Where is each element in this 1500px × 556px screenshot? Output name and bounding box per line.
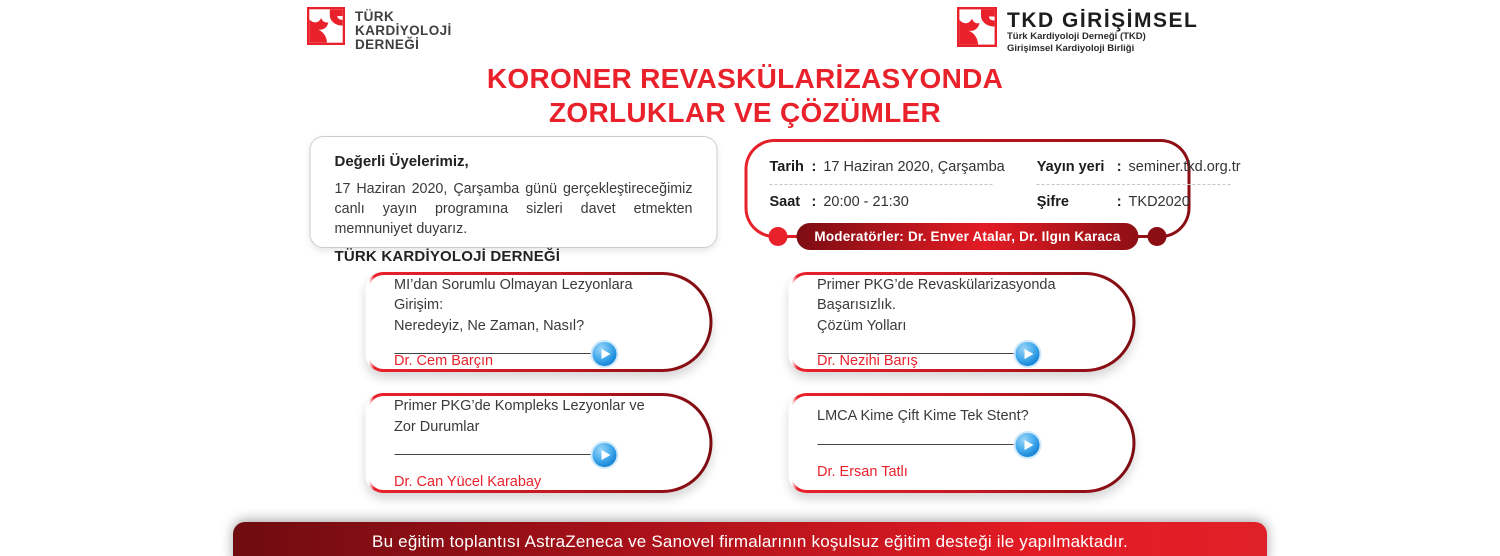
event-info-right-column [1037, 157, 1241, 213]
divider [1037, 184, 1231, 185]
invitation-greeting: Değerli Üyelerimiz, [334, 153, 469, 170]
tkd-logo-text [355, 7, 452, 51]
tkd-heart-logo-icon [957, 7, 997, 47]
event-time-row: Saat : 20:00 - 21:30 [770, 192, 1005, 212]
play-icon [601, 450, 610, 460]
connector-line [817, 444, 1027, 445]
tkd-girisimsel-subtitle: Girişimsel Kardiyoloji Birliği [1007, 43, 1135, 55]
play-button[interactable] [590, 441, 618, 469]
session-cards-grid [365, 272, 1135, 493]
date-value: 17 Haziran 2020, Çarşamba [823, 159, 1005, 175]
play-icon [1024, 349, 1033, 359]
session-title: LMCA Kime Çift Kime Tek Stent? [817, 408, 1029, 425]
dark-red-dot-icon [1148, 227, 1167, 246]
page-title-line2: ZORLUKLAR VE ÇÖZÜMLER [548, 97, 942, 129]
sponsor-text: Bu eğitim toplantısı AstraZeneca ve Sanovel firmalarının koşulsuz eğitim desteği ile yapılmaktadır. [372, 532, 1128, 551]
divider [770, 184, 993, 185]
play-icon [1024, 440, 1033, 450]
tkd-logo [307, 7, 452, 51]
speaker-name: Dr. Nezihi Barış [817, 353, 918, 369]
event-date-row: Tarih : 17 Haziran 2020, Çarşamba [770, 157, 1005, 177]
tkd-girisimsel-title: TKD GİRİŞİMSEL [1007, 9, 1199, 32]
password-row: Şifre : TKD2020 [1037, 192, 1241, 212]
password-value: TKD2020 [1128, 194, 1190, 211]
session-card [365, 272, 712, 372]
time-value: 20:00 - 21:30 [823, 194, 909, 211]
event-info-left-column [770, 157, 1005, 213]
tkd-logo-line: DERNEĞİ [355, 36, 420, 52]
tkd-girisimsel-subtitle: Türk Kardiyoloji Derneği (TKD) [1007, 31, 1146, 42]
play-button[interactable] [590, 340, 618, 368]
session-title: Primer PKG’de Revaskülarizasyonda Başarısızlık. Çözüm Yolları [817, 277, 1056, 334]
sponsor-banner [233, 522, 1267, 556]
play-button[interactable] [1013, 340, 1041, 368]
invitation-signature: TÜRK KARDİYOLOJİ DERNEĞİ [334, 248, 561, 266]
invitation-body: 17 Haziran 2020, Çarşamba günü gerçekleştireceğimiz canlı yayın programına sizleri davet etmekten memnuniyet duyarız. [334, 181, 693, 238]
speaker-name: Dr. Ersan Tatlı [817, 463, 908, 480]
tkd-heart-logo-icon [307, 7, 345, 45]
red-dot-icon [768, 227, 787, 246]
moderators-row [745, 223, 1191, 250]
connector-line [394, 353, 604, 354]
time-label: Saat [769, 194, 801, 211]
speaker-name: Dr. Can Yücel Karabay [394, 473, 542, 490]
session-title: Primer PKG’de Kompleks Lezyonlar ve Zor Durumlar [394, 398, 645, 435]
date-label: Tarih [769, 159, 804, 175]
tkd-logo-line: TÜRK [355, 9, 395, 24]
speaker-name: Dr. Cem Barçın [394, 353, 494, 369]
password-label: Şifre [1036, 194, 1069, 211]
session-card [365, 393, 712, 493]
session-card [788, 393, 1135, 493]
tkd-logo-line: KARDİYOLOJİ [355, 22, 452, 38]
tkd-girisimsel-text [1007, 7, 1198, 56]
broadcast-url-label: Yayın yeri [1036, 159, 1105, 175]
session-card [788, 272, 1135, 372]
invitation-box [310, 136, 718, 266]
event-info-box [745, 139, 1241, 244]
page-title [0, 62, 1490, 130]
moderators-badge: Moderatörler: Dr. Enver Atalar, Dr. Ilgın Karaca [796, 223, 1138, 250]
connector-line [394, 454, 604, 455]
tkd-girisimsel-logo [957, 7, 1198, 56]
play-button[interactable] [1013, 431, 1041, 459]
page-title-line1: KORONER REVASKÜLARİZASYONDA [486, 63, 1004, 94]
broadcast-url-value: seminer.tkd.org.tr [1128, 159, 1241, 175]
session-title: MI’dan Sorumlu Olmayan Lezyonlara Girişim: Neredeyiz, Ne Zaman, Nasıl? [394, 277, 633, 334]
content-area [310, 136, 1241, 493]
connector-line [817, 353, 1027, 354]
play-icon [601, 349, 610, 359]
broadcast-url-row: Yayın yeri : seminer.tkd.org.tr [1037, 157, 1241, 177]
